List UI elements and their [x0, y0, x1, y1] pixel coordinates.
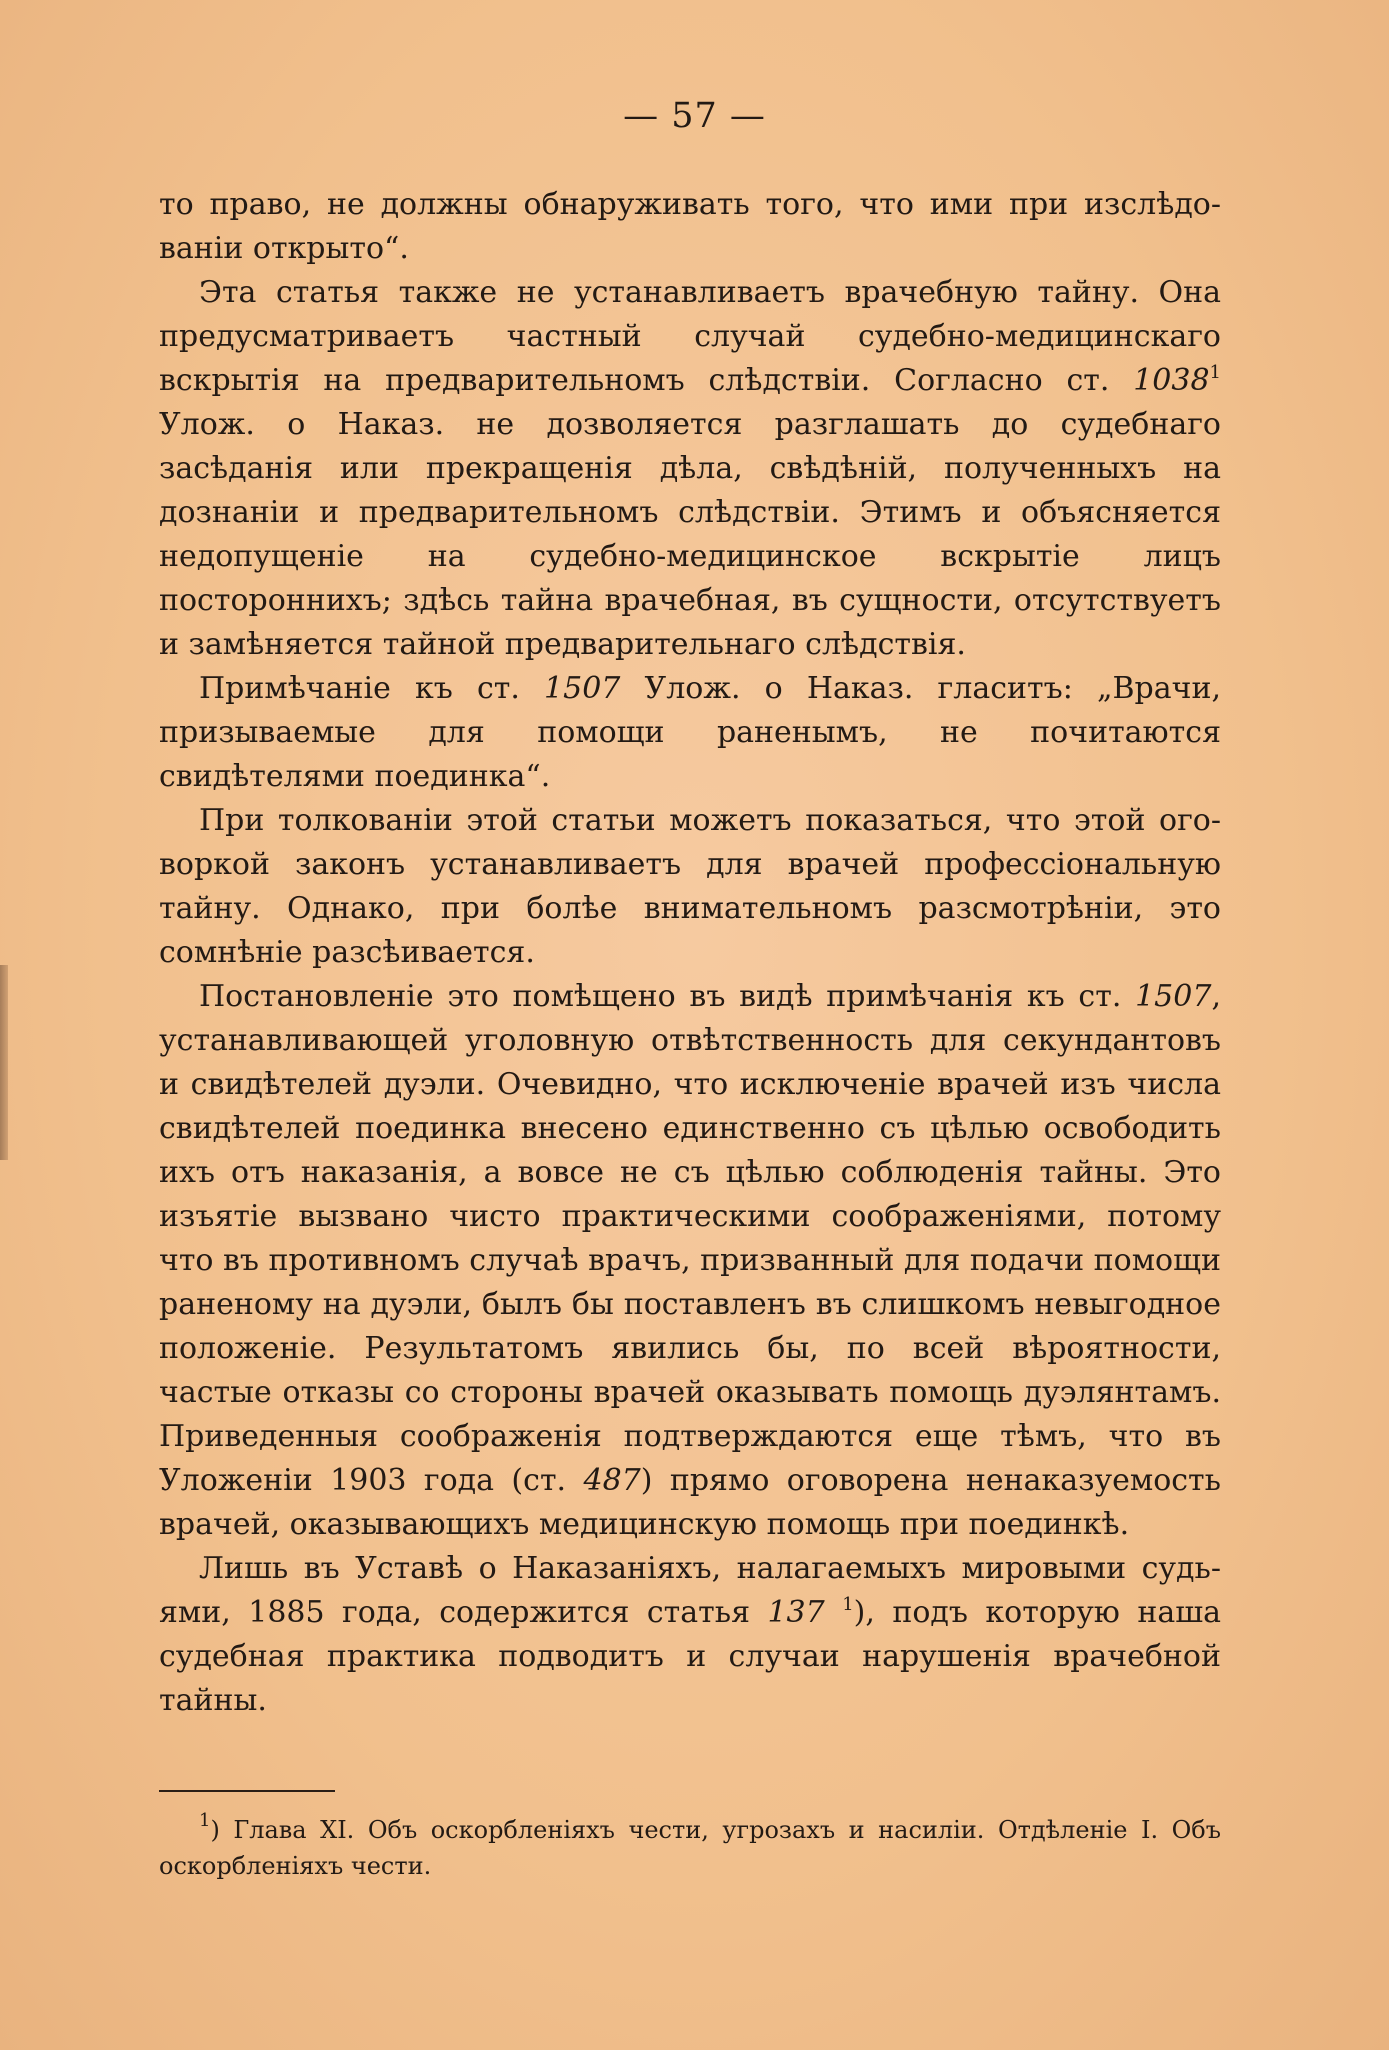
paragraph-text: При толкованіи этой статьи можетъ показаться, что этой оговоркой законъ устанавливаетъ для врачей профессіональную тайну. Однако, при болѣе внимательномъ разсмотрѣніи, это сомнѣніе разсѣивается.	[159, 803, 1221, 970]
binding-edge-shadow	[0, 965, 8, 1160]
footnote-divider	[159, 1790, 335, 1792]
paragraph	[159, 183, 1221, 271]
article-number: 1507	[544, 671, 621, 706]
footnote-text: ) Глава XI. Объ оскорбленіяхъ чести, угрозахъ и насиліи. Отдѣленіе I. Объ оскорбленіяхъ чести.	[159, 1816, 1221, 1880]
article-number: 137	[767, 1595, 825, 1630]
paragraph-text	[825, 1595, 842, 1630]
paragraph	[159, 271, 1221, 667]
paragraph	[159, 667, 1221, 799]
footnote-ref: 1	[1209, 362, 1221, 383]
paragraph-text: то право, не должны обнаруживать того, что ими при изслѣдованіи открыто“.	[159, 187, 1221, 266]
paragraph-text: Примѣчаніе къ ст.	[199, 671, 545, 706]
paragraph-text: ), подъ которую наша судебная практика подводитъ и случаи нарушенія врачебной тайны.	[159, 1595, 1221, 1718]
paragraph-text: Постановленіе это помѣщено въ видѣ примѣчанія къ ст.	[199, 979, 1136, 1014]
paragraph-text: Эта статья также не устанавливаетъ врачебную тайну. Она предусматриваетъ частный случай судебно-медицинскаго вскрытія на предварительномъ слѣдствіи. Согласно ст.	[159, 275, 1221, 398]
paragraph	[159, 975, 1221, 1547]
article-number: 1507	[1135, 979, 1212, 1014]
article-number: 1038	[1133, 363, 1210, 398]
footnote	[159, 1812, 1221, 1884]
footnote-ref: 1	[842, 1594, 854, 1615]
page-number: — 57 —	[623, 96, 766, 136]
paragraph-text: Улож. о Наказ. гласитъ: „Врачи, призываемые для помощи раненымъ, не почитаются свидѣтелями поединка“.	[159, 671, 1221, 794]
paragraph	[159, 1547, 1221, 1723]
paragraph	[159, 799, 1221, 975]
paragraph-text: , устанавливающей уголовную отвѣтственность для секундантовъ и свидѣтелей дуэли. Очевидно, что исключеніе врачей изъ числа свидѣтелей поединка внесено единственно съ цѣлью освободить ихъ отъ наказанія, а вовсе не съ цѣлью соблюденія тайны. Это изъятіе вызвано чисто практическими соображеніями, потому что въ противномъ случаѣ врачъ, призванный для подачи помощи раненому на дуэли, былъ бы поставленъ въ слишкомъ невыгодное положеніе. Результатомъ явились бы, по всей вѣроятности, частые отказы со стороны врачей оказывать помощь дуэлянтамъ. Приведенныя соображенія подтверждаются еще тѣмъ, что въ Уложеніи 1903 года (ст.	[159, 979, 1221, 1498]
paragraph-text: Лишь въ Уставѣ о Наказаніяхъ, налагаемыхъ мировыми судьями, 1885 года, содержится статья	[159, 1551, 1221, 1630]
article-number: 487	[583, 1463, 641, 1498]
footnote-marker: 1	[199, 1810, 211, 1831]
page-body	[159, 183, 1221, 1723]
paragraph-text: ) прямо оговорена ненаказуемость врачей, оказывающихъ медицинскую помощь при поединкѣ.	[159, 1463, 1221, 1542]
paragraph-text: Улож. о Наказ. не дозволяется разглашать до судебнаго засѣданія или прекращенія дѣла, свѣдѣній, полученныхъ на дознаніи и предварительномъ слѣдствіи. Этимъ и объясняется недопущеніе на судебно-медицинское вскрытіе лицъ постороннихъ; здѣсь тайна врачебная, въ сущности, отсутствуетъ и замѣняется тайной предварительнаго слѣдствія.	[159, 407, 1221, 662]
